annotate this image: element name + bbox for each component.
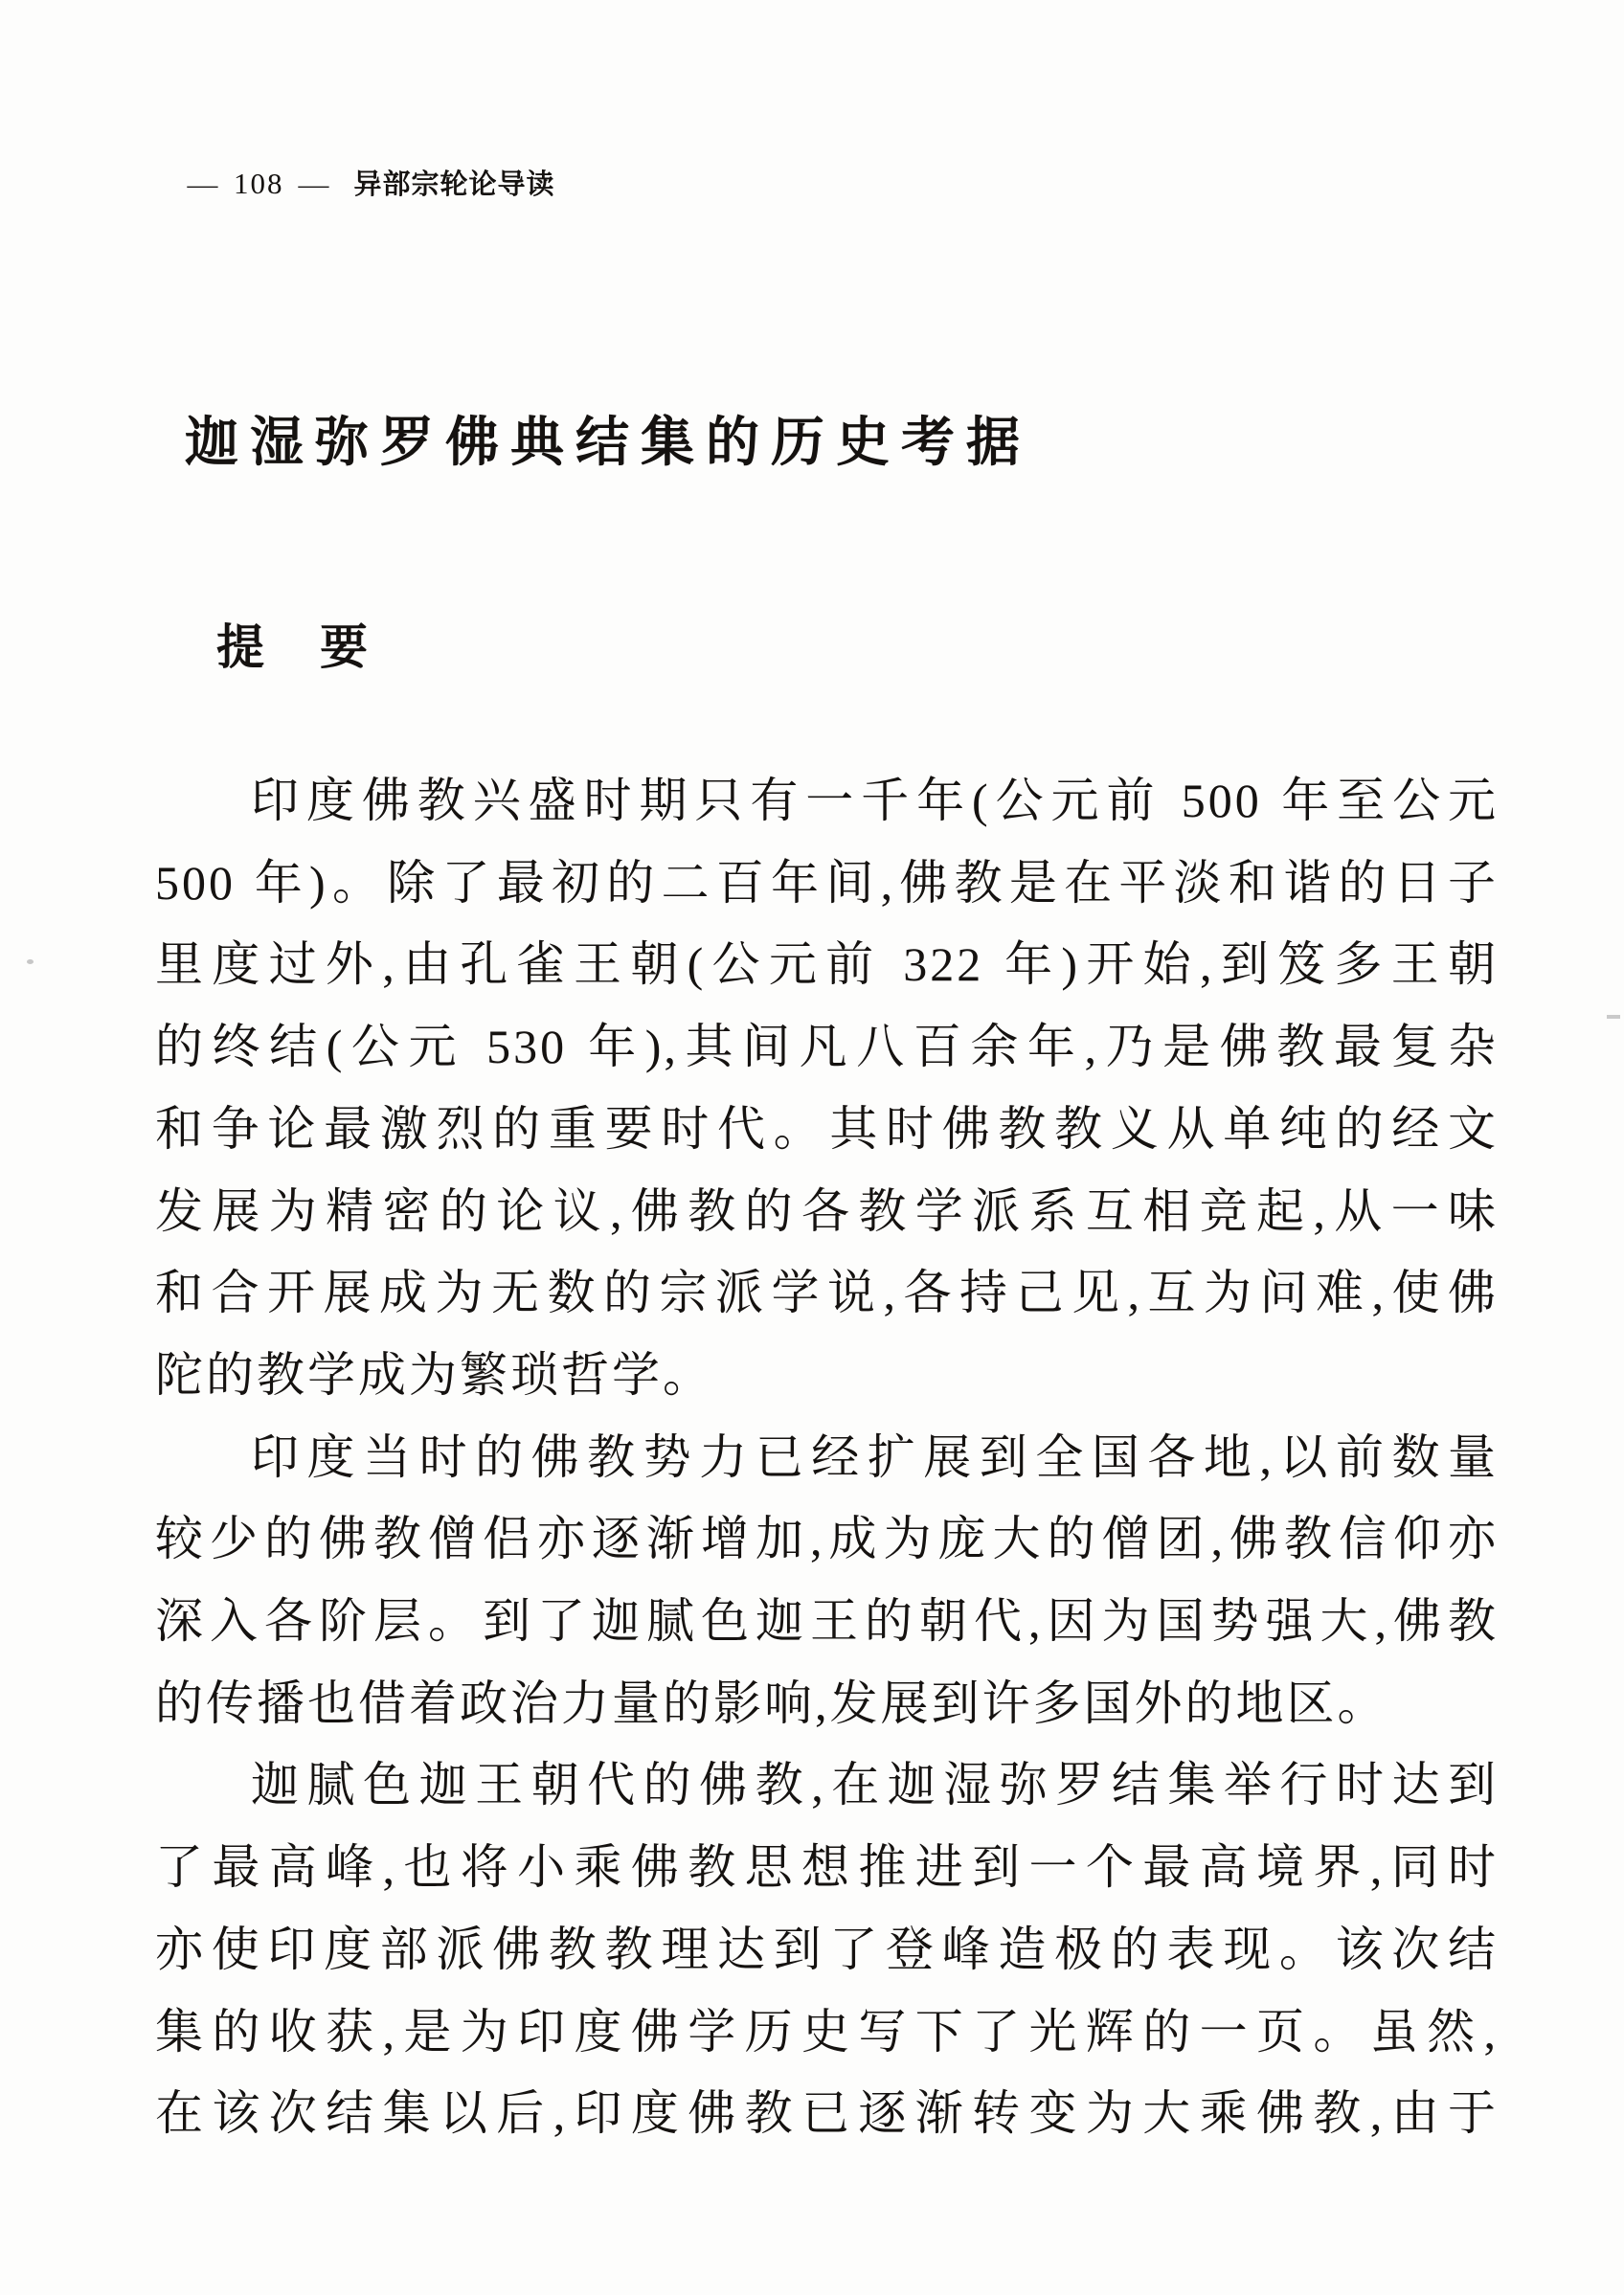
text-line: 的终结(公元 530 年),其间凡八百余年,乃是佛教最复杂: [155, 1020, 1499, 1074]
text-line: 发展为精密的论议,佛教的各教学派系互相竞起,从一味: [155, 1183, 1499, 1238]
scan-artifact-left: [27, 959, 34, 964]
scan-artifact-right: [1607, 1015, 1620, 1019]
text-line: 陀的教学成为繁琐哲学。: [155, 1347, 713, 1402]
text-line: 印度当时的佛教势力已经扩展到全国各地,以前数量: [251, 1429, 1499, 1484]
text-line: 印度佛教兴盛时期只有一千年(公元前 500 年至公元: [251, 774, 1499, 827]
text-line: 的传播也借着政治力量的影响,发展到许多国外的地区。: [155, 1676, 1388, 1730]
text-line: 500 年)。除了最初的二百年间,佛教是在平淡和谐的日子: [155, 855, 1499, 910]
article-body: [155, 760, 1499, 2155]
paragraph: [155, 1417, 1499, 1745]
text-line: 了最高峰,也将小乘佛教思想推进到一个最高境界,同时: [155, 1840, 1499, 1895]
text-line: 里度过外,由孔雀王朝(公元前 322 年)开始,到笈多王朝: [155, 937, 1499, 992]
text-line: 集的收获,是为印度佛学历史写下了光辉的一页。虽然,: [155, 2004, 1499, 2059]
book-title: 异部宗轮论导读: [353, 169, 555, 200]
text-line: 在该次结集以后,印度佛教已逐渐转变为大乘佛教,由于: [155, 2086, 1499, 2141]
paragraph: [155, 760, 1499, 1417]
text-line: 和合开展成为无数的宗派学说,各持己见,互为问难,使佛: [155, 1266, 1499, 1320]
text-line: 迦腻色迦王朝代的佛教,在迦湿弥罗结集举行时达到: [251, 1758, 1499, 1812]
section-heading-abstract: 提 要: [216, 620, 372, 674]
text-line: 和争论最激烈的重要时代。其时佛教教义从单纯的经文: [155, 1101, 1499, 1156]
text-line: 深入各阶层。到了迦腻色迦王的朝代,因为国势强大,佛教: [155, 1594, 1499, 1649]
article-title: 迦湿弥罗佛典结集的历史考据: [185, 414, 1031, 473]
page-header: [189, 163, 555, 202]
text-line: 亦使印度部派佛教教理达到了登峰造极的表现。该次结: [155, 1922, 1499, 1976]
paragraph: [155, 1744, 1499, 2155]
text-line: 较少的佛教僧侣亦逐渐增加,成为庞大的僧团,佛教信仰亦: [155, 1512, 1499, 1566]
page-number: 108: [234, 167, 284, 200]
page-number-right-dash: —: [297, 169, 331, 200]
page-number-left-dash: —: [187, 169, 220, 200]
